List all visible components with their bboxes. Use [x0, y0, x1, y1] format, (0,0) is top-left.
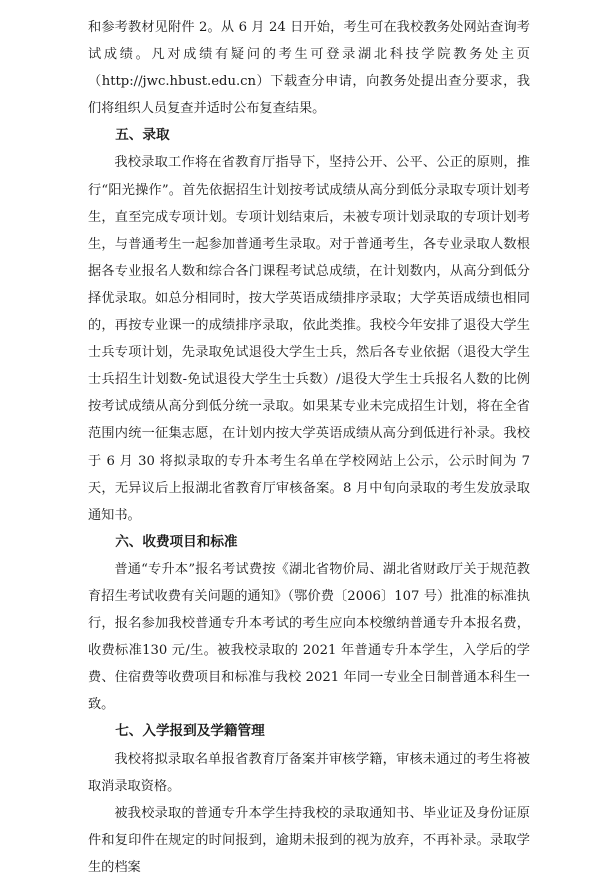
paragraph-score-query: 和参考教材见附件 2。从 6 月 24 日开始，考生可在我校教务处网站查询考试成绩。凡对成绩有疑问的考生可登录湖北科技学院教务处主页（http://jwc.hbust.edu.cn）下载查分申请，向教务处提出查分要求，我们将组织人员复查并适时公布复查结果。 — [88, 20, 530, 117]
paragraph-admission: 我校录取工作将在省教育厅指导下，坚持公开、公平、公正的原则，推行“阳光操作”。首先依据招生计划按考试成绩从高分到低分录取专项计划考生，直至完成专项计划。专项计划结束后，未被专项计划录取的专项计划考生，与普通考生一起参加普通考生录取。对于普通考生，各专业录取人数根据各专业报名人数和综合各门课程考试总成绩，在计划数内，从高分到低分择优录取。如总分相同时，按大学英语成绩排序录取；大学英语成绩也相同的，再按专业课一的成绩排序录取，依此类推。我校今年安排了退役大学生士兵专项计划，先录取免试退役大学生士兵，然后各专业依据（退役大学生士兵招生计划数-免试退役大学生士兵数）/退役大学生士兵报名人数的比例按考试成绩从高分到低分统一录取。如果某专业未完成招生计划，将在全省范围内统一征集志愿，在计划内按大学英语成绩从高分到低进行补录。我校于 6 月 30 将拟录取的专升本考生名单在学校网站上公示，公示时间为 7 天，无异议后上报湖北省教育厅审核备案。8 月中旬向录取的考生发放录取通知书。 — [88, 155, 530, 523]
document-page — [88, 14, 530, 881]
paragraph-enrollment-registration: 被我校录取的普通专升本学生持我校的录取通知书、毕业证及身份证原件和复印件在规定的时间报到，逾期未报到的视为放弃，不再补录。录取学生的档案 — [88, 805, 530, 875]
heading-admission: 五、录取 — [115, 127, 170, 144]
paragraph-enrollment-review: 我校将拟录取名单报省教育厅备案并审核学籍，审核未通过的考生将被取消录取资格。 — [88, 751, 530, 794]
heading-enrollment: 七、入学报到及学籍管理 — [115, 723, 265, 740]
heading-fees: 六、收费项目和标准 — [115, 533, 238, 550]
paragraph-fees: 普通“专升本”报名考试费按《湖北省物价局、湖北省财政厅关于规范教育招生考试收费有关问题的通知》（鄂价费〔2006〕107 号）批准的标准执行，报名参加我校普通专升本考试的考生应向本校缴纳普通专升本报名费，收费标准130 元/生。被我校录取的 2021 年普通专升本学生，入学后的学费、住宿费等收费项目和标准与我校 2021 年同一专业全日制普通本科生一致。 — [88, 561, 530, 713]
